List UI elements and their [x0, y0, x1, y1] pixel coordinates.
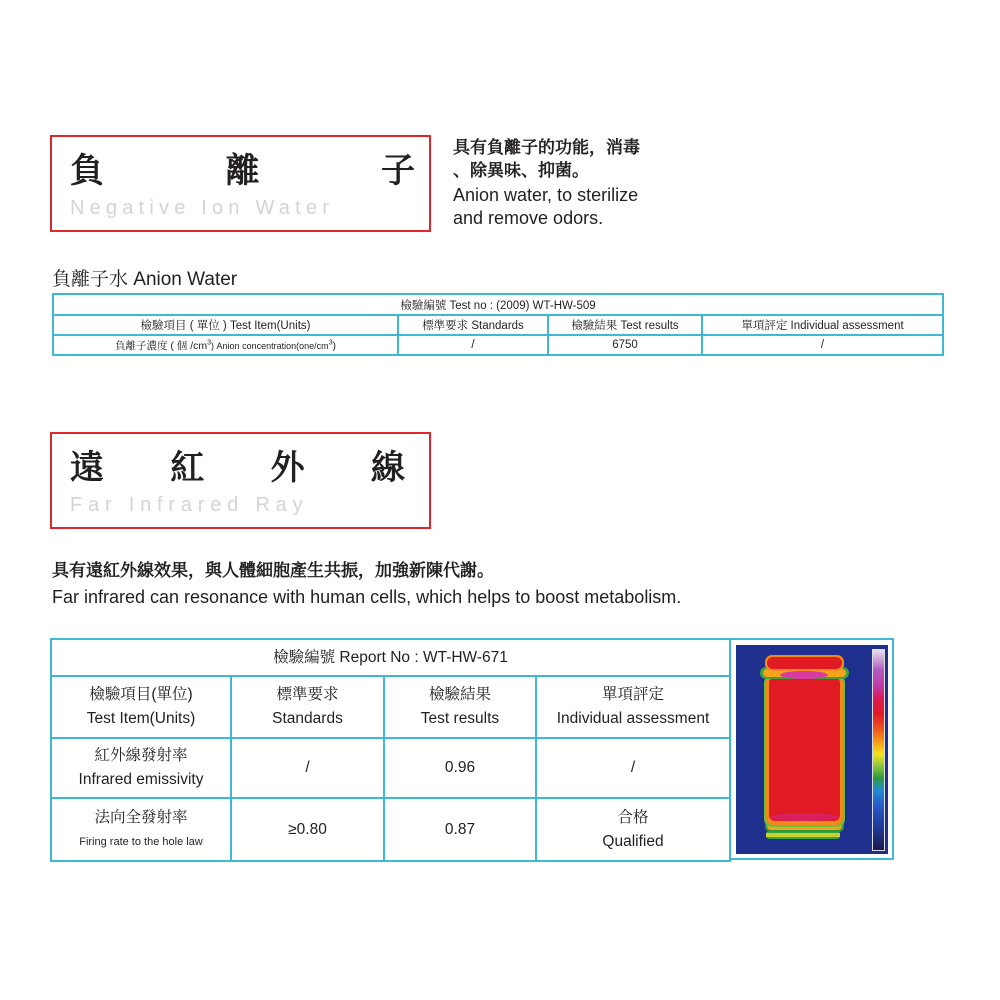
assessment-cell: 合格 Qualified	[536, 798, 730, 861]
item-cell: 紅外線發射率 Infrared emissivity	[51, 738, 231, 798]
header-test-results: 檢驗結果 Test results	[548, 315, 702, 335]
title-char: 離	[225, 151, 260, 191]
standard-cell: /	[231, 738, 384, 798]
title-char: 外	[270, 448, 305, 488]
negative-ion-title-box	[50, 135, 431, 232]
item-cell: 法向全發射率 Firing rate to the hole law	[51, 798, 231, 861]
test-no-cell: 檢驗編號 Test no : (2009) WT-HW-509	[53, 294, 943, 315]
anion-standard-cell: /	[398, 335, 548, 355]
title-char: 線	[370, 448, 405, 488]
desc-en-line1: Anion water, to sterilize	[453, 185, 639, 205]
header-test-results: 檢驗結果 Test results	[384, 676, 536, 738]
far-infrared-desc-en: Far infrared can resonance with human cells, which helps to boost metabolism.	[52, 587, 682, 607]
title-char: 子	[381, 151, 415, 191]
anion-test-table	[52, 293, 944, 356]
thermal-image	[736, 645, 888, 854]
header-assessment: 單項評定 Individual assessment	[702, 315, 943, 335]
standard-cell: ≥0.80	[231, 798, 384, 861]
anion-assessment-cell: /	[702, 335, 943, 355]
negative-ion-description	[453, 137, 640, 230]
anion-table-caption: 負離子水 Anion Water	[52, 269, 238, 290]
title-char: 負	[70, 151, 104, 191]
desc-zh-line1: 具有負離子的功能，消毒	[453, 138, 640, 158]
far-infrared-title-box	[50, 432, 431, 529]
table-row	[51, 738, 730, 798]
header-standards: 標準要求 Standards	[231, 676, 384, 738]
negative-ion-title-zh	[70, 151, 415, 191]
thermal-cylinder-icon	[736, 645, 888, 854]
negative-ion-title-en: Negative Ion Water	[70, 197, 335, 219]
header-test-item: 檢驗項目(單位) Test Item(Units)	[51, 676, 231, 738]
report-no-cell: 檢驗編號 Report No : WT-HW-671	[51, 639, 730, 676]
far-infrared-test-table	[50, 638, 731, 862]
header-test-item: 檢驗項目 ( 單位 ) Test Item(Units)	[53, 315, 398, 335]
far-infrared-desc-zh: 具有遠紅外線效果，與人體細胞產生共振，加強新陳代謝。	[52, 561, 494, 581]
assessment-cell: /	[536, 738, 730, 798]
title-char: 紅	[170, 448, 205, 488]
far-infrared-title-zh	[70, 448, 405, 488]
table-row	[51, 798, 730, 861]
result-cell: 0.96	[384, 738, 536, 798]
header-assessment: 單項評定 Individual assessment	[536, 676, 730, 738]
title-char: 遠	[70, 448, 104, 488]
far-infrared-title-en: Far Infrared Ray	[70, 494, 309, 516]
result-cell: 0.87	[384, 798, 536, 861]
anion-result-cell: 6750	[548, 335, 702, 355]
temperature-scale-bar	[872, 649, 885, 851]
desc-zh-line2: 、除異味、抑菌。	[453, 161, 589, 181]
anion-item-cell: 負離子濃度 ( 個 $/cm^3$) Anion $concentration(one/cm^3)$	[53, 335, 398, 355]
header-standards: 標準要求 Standards	[398, 315, 548, 335]
desc-en-line2: and remove odors.	[453, 208, 604, 228]
